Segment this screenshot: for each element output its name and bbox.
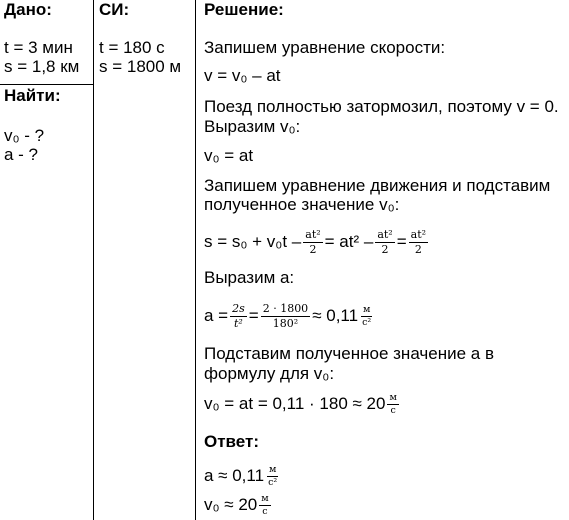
unit-m-per-s2: $\frac{м}{\text{с²}}$	[362, 303, 372, 328]
fraction-values: $\frac{2 \cdot 1800}{\text{180²}}$	[262, 301, 309, 330]
answer-acceleration-text: a ≈ 0,11	[204, 466, 265, 485]
equation-velocity: v = v₀ – at	[204, 66, 281, 85]
solution-text-4: Выразим a:	[204, 268, 295, 287]
equation-acceleration	[204, 298, 375, 334]
fraction-at2-over-2: $\frac{\text{at²}}{2}$	[377, 227, 393, 256]
answer-velocity	[204, 490, 273, 520]
solution-text-3a: Запишем уравнение движения и подставим	[204, 176, 551, 195]
divider-given-find	[0, 84, 93, 85]
solution-text-5b: формулу для v₀:	[204, 364, 335, 383]
equation-acceleration-lhs: a =	[204, 306, 229, 325]
si-line-1: t = 180 с	[99, 38, 165, 57]
unit-m-per-s2: $\frac{м}{\text{с²}}$	[268, 463, 278, 488]
unit-m-per-s: $\frac{м}{с}$	[261, 492, 269, 517]
equation-motion	[204, 224, 430, 260]
divider-si-solution	[195, 0, 196, 520]
equation-acceleration-eq: =	[248, 306, 259, 325]
find-line-1: v₀ - ?	[4, 126, 45, 145]
equation-v0-value	[204, 388, 401, 420]
solution-text-2a: Поезд полностью затормозил, поэтому v = 0.	[204, 97, 559, 116]
equation-v0-value-text: v₀ = at = 0,11 · 180 ≈ 20	[204, 394, 386, 413]
si-heading: СИ:	[99, 0, 130, 19]
given-line-2: s = 1,8 км	[4, 57, 80, 76]
equation-v0: v₀ = at	[204, 146, 254, 165]
fraction-2s-over-t2: $\frac{2s}{\text{t²}}$	[232, 301, 245, 330]
solution-text-5a: Подставим полученное значение a в	[204, 344, 494, 363]
given-line-1: t = 3 мин	[4, 38, 73, 57]
solution-heading: Решение:	[204, 0, 284, 19]
answer-heading: Ответ:	[204, 432, 259, 451]
si-line-2: s = 1800 м	[99, 57, 182, 76]
find-heading: Найти:	[4, 86, 61, 105]
equation-motion-eq: =	[396, 232, 407, 251]
solution-text-2b: Выразим v₀:	[204, 117, 301, 136]
equation-motion-lhs: s = s₀ + v₀t –	[204, 232, 302, 251]
divider-given-si	[93, 0, 94, 520]
answer-acceleration	[204, 461, 281, 491]
fraction-at2-over-2: $\frac{\text{at²}}{2}$	[410, 227, 427, 256]
equation-acceleration-result: ≈ 0,11	[312, 306, 359, 325]
find-line-2: a - ?	[4, 145, 39, 164]
fraction-at2-over-2: $\frac{\text{at²}}{2}$	[305, 227, 321, 256]
answer-velocity-text: v₀ ≈ 20	[204, 495, 258, 514]
unit-m-per-s: $\frac{м}{с}$	[389, 391, 397, 416]
solution-text-3b: полученное значение v₀:	[204, 195, 400, 214]
given-heading: Дано:	[4, 0, 52, 19]
solution-text-1: Запишем уравнение скорости:	[204, 38, 446, 57]
equation-motion-mid: = at² –	[324, 232, 374, 251]
